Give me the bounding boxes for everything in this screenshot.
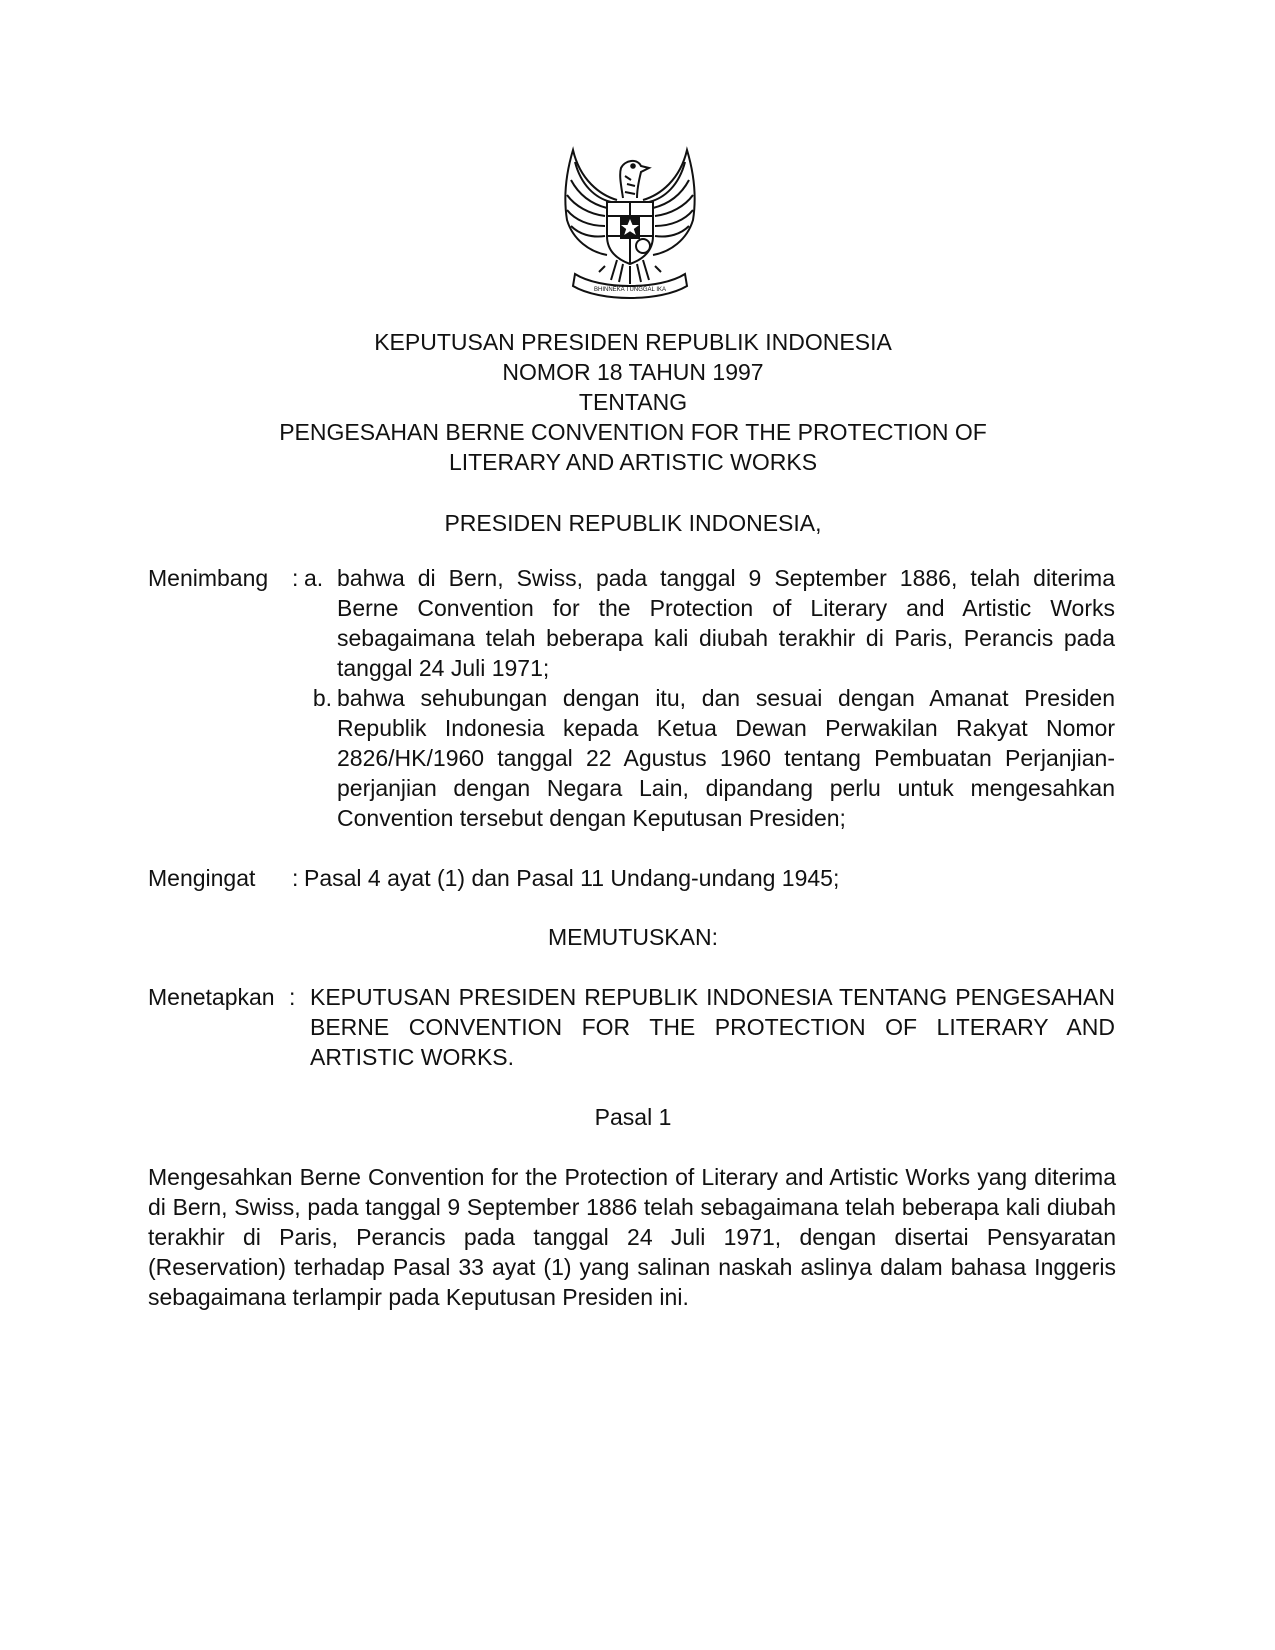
item-a-marker: a.	[304, 565, 324, 591]
mengingat-label: Mengingat	[148, 865, 256, 891]
mengingat-colon: :	[292, 865, 299, 891]
pasal-1-text: Mengesahkan Berne Convention for the Protection of Literary and Artistic Works yang diterima di Bern, Swiss, pada tanggal 9 September 1886 telah sebagaimana telah beberapa kali diubah terakhir di Paris, Perancis pada tanggal 24 Juli 1971, dengan disertai Pensyaratan (Reservation) terhadap Pasal 33 ayat (1) yang salinan naskah aslinya dalam bahasa Inggeris sebagaimana terlampir pada Keputusan Presiden ini.	[148, 1164, 1116, 1310]
menimbang-item-a: bahwa di Bern, Swiss, pada tanggal 9 September 1886, telah diterima Berne Convention for the Protection of Literary and Artistic Works sebagaimana telah beberapa kali diubah terakhir di Paris, Perancis pada tanggal 24 Juli 1971;	[337, 565, 1115, 681]
memutuskan-heading: MEMUTUSKAN:	[548, 924, 718, 950]
title-line: KEPUTUSAN PRESIDEN REPUBLIK INDONESIA	[374, 329, 892, 355]
menimbang-label: Menimbang	[148, 565, 269, 591]
menetapkan-colon: :	[289, 984, 296, 1010]
menimbang-colon: :	[292, 565, 299, 591]
document-title	[148, 327, 1118, 477]
title-line: LITERARY AND ARTISTIC WORKS	[448, 449, 818, 475]
pasal-1-heading: Pasal 1	[594, 1104, 672, 1130]
item-b-marker: b.	[312, 685, 332, 711]
president-heading: PRESIDEN REPUBLIK INDONESIA,	[444, 510, 822, 536]
title-line: NOMOR 18 TAHUN 1997	[502, 359, 764, 385]
menetapkan-label: Menetapkan	[148, 984, 275, 1010]
garuda-emblem-icon	[545, 140, 715, 305]
menimbang-item-b: bahwa sehubungan dengan itu, dan sesuai dengan Amanat Presiden Republik Indonesia kepada Ketua Dewan Perwakilan Rakyat Nomor 2826/HK/1960 tanggal 22 Agustus 1960 tentang Pembuatan Perjanjian-perjanjian dengan Negara Lain, dipandang perlu untuk mengesahkan Convention tersebut dengan Keputusan Presiden;	[337, 685, 1115, 831]
emblem-motto: BHINNEKA TUNGGAL IKA	[593, 287, 667, 293]
title-line: PENGESAHAN BERNE CONVENTION FOR THE PROTECTION OF	[279, 419, 987, 445]
title-line: TENTANG	[578, 389, 688, 415]
mengingat-text: Pasal 4 ayat (1) dan Pasal 11 Undang-undang 1945;	[304, 865, 840, 891]
menetapkan-text: KEPUTUSAN PRESIDEN REPUBLIK INDONESIA TENTANG PENGESAHAN BERNE CONVENTION FOR THE PROTECTION OF LITERARY AND ARTISTIC WORKS.	[310, 984, 1115, 1070]
